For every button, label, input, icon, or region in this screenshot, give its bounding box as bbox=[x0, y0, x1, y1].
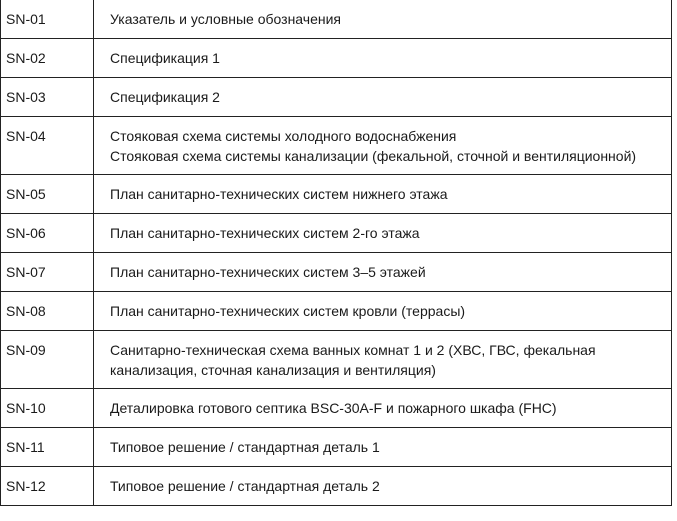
table-row bbox=[1, 428, 672, 467]
sheet-code-cell: SN-01 bbox=[1, 0, 94, 39]
table-row bbox=[1, 214, 672, 253]
sheet-title-line: План санитарно-технических систем 2-го этажа bbox=[110, 225, 420, 241]
table-row bbox=[1, 389, 672, 428]
sheet-title-line: Стояковая схема системы холодного водоснабжения bbox=[110, 128, 457, 144]
sheet-title-line: Указатель и условные обозначения bbox=[110, 11, 341, 27]
table-row bbox=[1, 331, 672, 389]
sheet-title-cell bbox=[94, 389, 672, 428]
sheet-code-cell: SN-05 bbox=[1, 175, 94, 214]
sheet-title-cell bbox=[94, 467, 672, 506]
sheet-title-cell bbox=[94, 331, 672, 389]
sheet-title-cell bbox=[94, 39, 672, 78]
sheet-title-line: канализация, сточная канализация и вентиляция) bbox=[110, 362, 436, 378]
sheet-code-cell: SN-10 bbox=[1, 389, 94, 428]
table-row bbox=[1, 467, 672, 506]
table-row bbox=[1, 292, 672, 331]
sheet-code-cell: SN-11 bbox=[1, 428, 94, 467]
sheet-title-line: План санитарно-технических систем нижнего этажа bbox=[110, 186, 448, 202]
sheet-title-line: Спецификация 1 bbox=[110, 50, 220, 66]
sheet-title-cell bbox=[94, 292, 672, 331]
sheet-title-cell bbox=[94, 117, 672, 175]
sheet-title-line: Типовое решение / стандартная деталь 2 bbox=[110, 478, 380, 494]
sheet-code-cell: SN-08 bbox=[1, 292, 94, 331]
sheet-code-cell: SN-06 bbox=[1, 214, 94, 253]
sheet-title-cell bbox=[94, 428, 672, 467]
sheet-code-cell: SN-07 bbox=[1, 253, 94, 292]
table-row bbox=[1, 117, 672, 175]
sheet-code-cell: SN-04 bbox=[1, 117, 94, 175]
sheet-title-line: Спецификация 2 bbox=[110, 89, 220, 105]
sheet-code-cell: SN-12 bbox=[1, 467, 94, 506]
sheet-title-cell bbox=[94, 214, 672, 253]
sheet-code-cell: SN-02 bbox=[1, 39, 94, 78]
table-row bbox=[1, 0, 672, 39]
sheet-title-line: Деталировка готового септика BSC-30A-F и пожарного шкафа (FHC) bbox=[110, 400, 557, 416]
sheet-title-cell bbox=[94, 78, 672, 117]
sheet-title-line: Типовое решение / стандартная деталь 1 bbox=[110, 439, 380, 455]
table-row bbox=[1, 253, 672, 292]
sheet-title-cell bbox=[94, 253, 672, 292]
sheet-title-cell bbox=[94, 0, 672, 39]
sheet-title-line: План санитарно-технических систем 3–5 этажей bbox=[110, 264, 426, 280]
table-row bbox=[1, 175, 672, 214]
sheet-title-line: Стояковая схема системы канализации (фекальной, сточной и вентиляционной) bbox=[110, 148, 637, 164]
sheet-code-cell: SN-03 bbox=[1, 78, 94, 117]
sheet-code-cell: SN-09 bbox=[1, 331, 94, 389]
table-row bbox=[1, 39, 672, 78]
table-row bbox=[1, 78, 672, 117]
sheet-title-line: Санитарно-техническая схема ванных комнат 1 и 2 (ХВС, ГВС, фекальная bbox=[110, 342, 596, 358]
sheet-title-line: План санитарно-технических систем кровли (террасы) bbox=[110, 303, 466, 319]
sheet-title-cell bbox=[94, 175, 672, 214]
